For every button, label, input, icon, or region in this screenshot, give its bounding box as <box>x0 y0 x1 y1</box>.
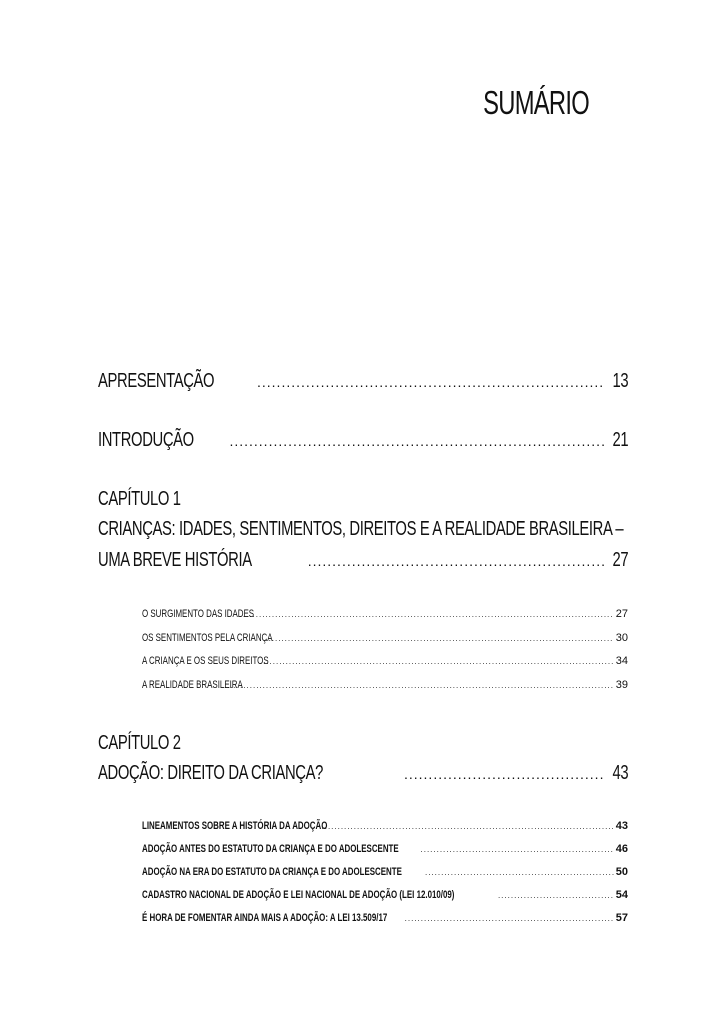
dot-leader <box>425 868 614 877</box>
dot-leader <box>421 845 614 854</box>
toc-subentry[interactable] <box>142 632 628 644</box>
toc-entry-chapter-1[interactable] <box>98 549 628 572</box>
toc-subentry-page: 46 <box>615 843 628 855</box>
toc-subentry-label: ADOÇÃO NA ERA DO ESTATUTO DA CRIANÇA E DO ADOLESCENTE <box>142 866 402 878</box>
toc-subentry-page: 30 <box>615 632 628 644</box>
toc-subentry-label: OS SENTIMENTOS PELA CRIANÇA <box>142 632 273 644</box>
toc-subentry-label: CADASTRO NACIONAL DE ADOÇÃO E LEI NACIONAL DE ADOÇÃO (LEI 12.010/09) <box>142 889 455 901</box>
dot-leader <box>229 433 604 449</box>
toc-entry-label: UMA BREVE HISTÓRIA <box>98 549 252 571</box>
toc-subentry[interactable] <box>142 866 628 878</box>
toc-subentry[interactable] <box>142 820 628 832</box>
toc-subentry-page: 57 <box>615 912 628 924</box>
toc-subentry-page: 34 <box>615 655 628 667</box>
toc-entry-label: INTRODUÇÃO <box>98 429 194 451</box>
dot-leader <box>224 681 614 690</box>
page-title: SUMÁRIO <box>483 84 589 121</box>
toc-subentry-page: 39 <box>615 679 628 691</box>
toc-subentry-page: 50 <box>615 866 628 878</box>
toc-entry-label: ADOÇÃO: DIREITO DA CRIANÇA? <box>98 762 323 784</box>
toc-entry-introducao[interactable] <box>98 429 628 452</box>
toc-entry-page: 21 <box>612 429 628 451</box>
toc-entry-page: 27 <box>612 549 628 571</box>
toc-subentry[interactable] <box>142 912 628 924</box>
toc-subentry-page: 27 <box>615 608 628 620</box>
dot-leader <box>405 914 614 923</box>
toc-entry-chapter-2[interactable] <box>98 762 628 785</box>
toc-subentry[interactable] <box>142 889 628 901</box>
toc-entry-apresentacao[interactable] <box>98 370 628 393</box>
dot-leader <box>240 610 614 619</box>
toc-subentry[interactable] <box>142 655 628 667</box>
chapter-1-heading: CAPÍTULO 1 <box>98 488 181 510</box>
dot-leader <box>265 634 613 643</box>
dot-leader <box>260 657 614 666</box>
toc-subentry[interactable] <box>142 679 628 691</box>
chapter-1-title-line1: CRIANÇAS: IDADES, SENTIMENTOS, DIREITOS E A REALIDADE BRASILEIRA – <box>98 518 624 540</box>
toc-subentry[interactable] <box>142 843 628 855</box>
toc-subentry-page: 43 <box>615 820 628 832</box>
chapter-2-heading: CAPÍTULO 2 <box>98 732 181 754</box>
dot-leader <box>404 766 605 782</box>
dot-leader <box>322 822 614 831</box>
toc-subentry-label: O SURGIMENTO DAS IDADES <box>142 608 255 620</box>
toc-subentry-page: 54 <box>615 889 628 901</box>
toc-entry-page: 43 <box>612 762 628 784</box>
dot-leader <box>308 553 605 569</box>
dot-leader <box>498 891 614 900</box>
dot-leader <box>257 374 605 390</box>
toc-entry-page: 13 <box>612 370 628 392</box>
toc-subentry[interactable] <box>142 608 628 620</box>
toc-subentry-label: A REALIDADE BRASILEIRA <box>142 679 243 691</box>
toc-subentry-label: A CRIANÇA E OS SEUS DIREITOS <box>142 655 269 667</box>
toc-subentry-label: LINEAMENTOS SOBRE A HISTÓRIA DA ADOÇÃO <box>142 820 328 832</box>
toc-subentry-label: É HORA DE FOMENTAR AINDA MAIS A ADOÇÃO: A LEI 13.509/17 <box>142 912 388 924</box>
toc-entry-label: APRESENTAÇÃO <box>98 370 215 392</box>
toc-subentry-label: ADOÇÃO ANTES DO ESTATUTO DA CRIANÇA E DO ADOLESCENTE <box>142 843 399 855</box>
